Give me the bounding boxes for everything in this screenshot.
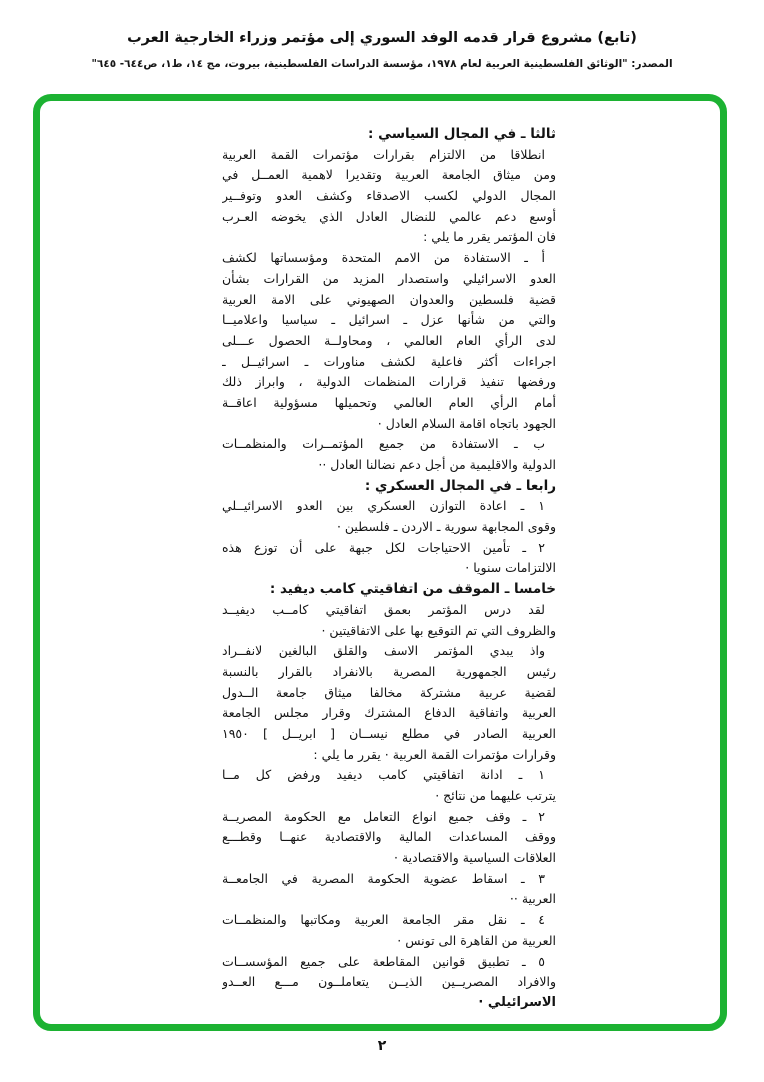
body-line: ومن ميثاق الجامعة العربية وتقديرا لاهمية العمــل في bbox=[222, 167, 556, 183]
body-line: المجال الدولي لكسب الاصدقاء وكشف العدو وتوفــير bbox=[222, 188, 556, 204]
body-line: واذ يبدي المؤتمر الاسف والقلق البالغين لانفــراد bbox=[222, 643, 545, 659]
body-line: الدولية والاقليمية من أجل دعم نضالنا العادل ·· bbox=[318, 457, 556, 472]
body-line: ب ـ الاستفادة من جميع المؤتمــرات والمنظمــات bbox=[222, 436, 545, 452]
body-line: أ ـ الاستفادة من الامم المتحدة ومؤسساتها لكشف bbox=[222, 250, 545, 266]
body-line: العدو الاسرائيلي واستصدار المزيد من القرارات بشأن bbox=[222, 270, 556, 286]
heading-line: خامسا ـ الموقف من اتفاقيتي كامب ديفيد : bbox=[269, 581, 556, 598]
heading-line: ثالثا ـ في المجال السياسي : bbox=[367, 126, 556, 142]
body-line: قضية فلسطين والعدوان الصهيوني على الامة العربية bbox=[222, 291, 556, 307]
body-line: العلاقات السياسية والاقتصادية · bbox=[394, 850, 556, 866]
body-line: أمام الرأي العام العالمي وتحميلها مسؤولية اعاقــة bbox=[222, 394, 556, 410]
body-line: والظروف التي تم التوقيع بها على الاتفاقيتين · bbox=[321, 622, 556, 638]
body-line: ٣ ـ اسقاط عضوية الحكومة المصرية في الجامعــة bbox=[222, 870, 545, 886]
body-line: وقرارات مؤتمرات القمة العربية · يقرر ما يلي : bbox=[313, 746, 556, 762]
body-line: والتي من شأنها عزل ـ اسرائيل ـ سياسيا واعلاميــا bbox=[222, 312, 556, 328]
body-line: الالتزامات سنويا · bbox=[465, 560, 556, 576]
body-line: اجراءات أكثر فاعلية لكشف مناورات ـ اسرائيــل ـ bbox=[222, 353, 556, 369]
body-line: لدى الرأي العام العالمي ، ومحاولــة الحصول عـــلى bbox=[222, 332, 556, 348]
body-line: لقد درس المؤتمر بعمق اتفاقيتي كامــب ديفيــد bbox=[222, 601, 545, 617]
body-line: الاسرائيلي · bbox=[478, 994, 556, 1010]
body-line: ٥ ـ تطبيق قوانين المقاطعة على جميع المؤسســات bbox=[222, 953, 545, 969]
body-line: ٤ ـ نقل مقر الجامعة العربية ومكاتبها والمنظمــات bbox=[222, 912, 545, 928]
body-line: العربية الصادر في مطلع نيســان [ ابريــل ] ١٩٥٠ bbox=[222, 725, 556, 741]
body-line: العربية ·· bbox=[509, 891, 556, 907]
body-line: أوسع دعم عالمي للنضال العادل الذي يخوضه العـرب bbox=[222, 208, 556, 224]
body-line: والافراد المصريــين الذيــن يتعاملــون مـــع العــدو bbox=[222, 974, 556, 990]
body-line: انطلاقا من الالتزام بقرارات مؤتمرات القمة العربية bbox=[222, 146, 545, 162]
page-title: (تابع) مشروع قرار قدمه الوفد السوري إلى مؤتمر وزراء الخارجية العرب bbox=[127, 30, 637, 46]
body-line: ١ ـ اعادة التوازن العسكري بين العدو الاسرائيــلي bbox=[222, 498, 545, 514]
body-line: ووقف المساعدات المالية والاقتصادية عنهــا وقطـــع bbox=[222, 829, 556, 845]
body-line: رئيس الجمهورية المصرية بالانفراد بالقرار بالنسبة bbox=[222, 663, 556, 679]
body-line: الجهود باتجاه اقامة السلام العادل · bbox=[377, 415, 556, 431]
body-line: العربية من القاهرة الى تونس · bbox=[397, 932, 556, 948]
page-number: ٢ bbox=[377, 1038, 387, 1054]
body-line: العربية واتفاقية الدفاع المشترك وقرار مجلس الجامعة bbox=[222, 705, 556, 721]
text-column bbox=[222, 124, 556, 1014]
body-line: فان المؤتمر يقرر ما يلي : bbox=[423, 229, 556, 245]
source-line: المصدر: "الوثائق الفلسطينية العربية لعام ١٩٧٨، مؤسسة الدراسات الفلسطينية، بيروت، مج ١٤، ط١، ص٦٤٤- ٦٤٥" bbox=[91, 58, 673, 70]
body-line: ٢ ـ وقف جميع انواع التعامل مع الحكومة المصريــة bbox=[222, 808, 545, 824]
body-line: ٢ ـ تأمين الاحتياجات لكل جبهة على أن توزع هذه bbox=[222, 539, 545, 555]
body-line: لقضية عربية مشتركة مخالفا ميثاق جامعة الــدول bbox=[222, 684, 556, 700]
body-line: ١ ـ ادانة اتفاقيتي كامب ديفيد ورفض كل مــا bbox=[222, 767, 545, 783]
body-line: وقوى المجابهة سورية ـ الاردن ـ فلسطين · bbox=[336, 519, 556, 535]
body-line: يترتب عليهما من نتائج · bbox=[435, 788, 556, 803]
heading-line: رابعا ـ في المجال العسكري : bbox=[364, 477, 556, 494]
body-line: ورفضها تنفيذ قرارات المنظمات الدولية ، وابراز ذلك bbox=[222, 374, 556, 390]
